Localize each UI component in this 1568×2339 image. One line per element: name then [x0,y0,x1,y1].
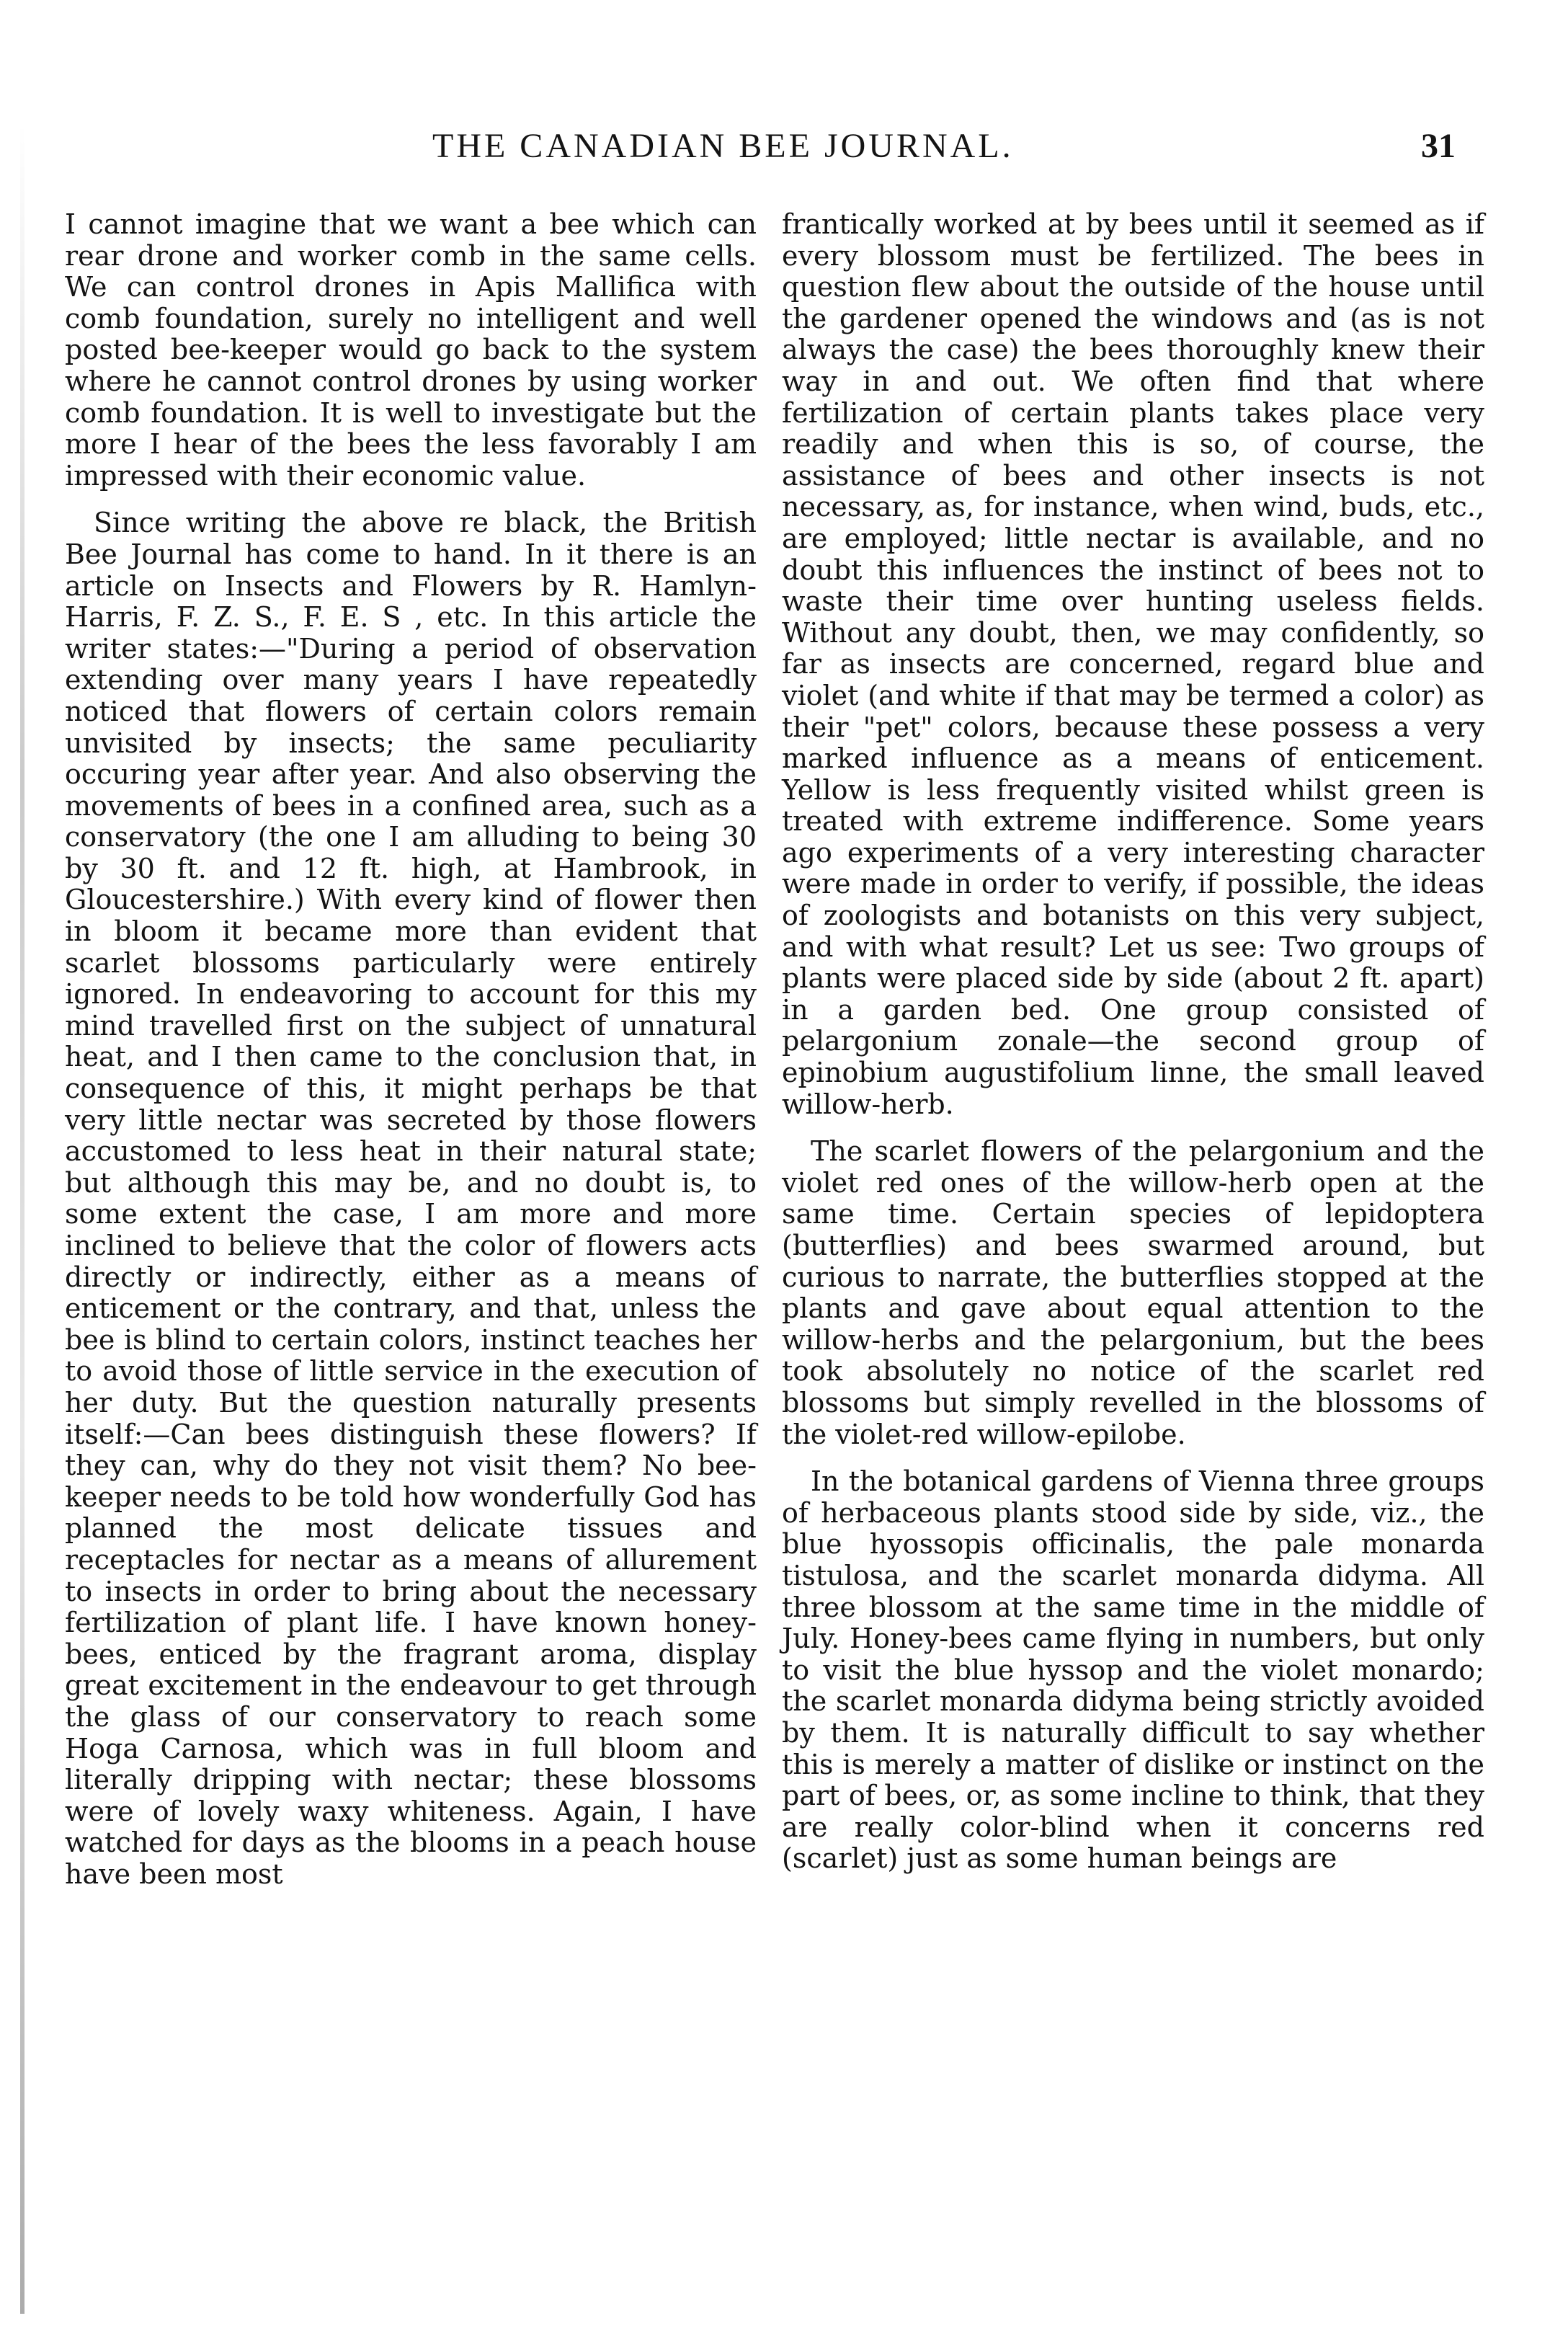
binding-edge-mark [20,123,24,2314]
paragraph: Since writing the above re black, the British Bee Journal has come to hand. In it there is an article on Insects and Flowers by R. Hamlyn-Harris, F. Z. S., F. E. S , etc. In this article the writer states:—"During a period of observation extending over many years I have repeatedly noticed that flowers of certain colors remain unvisited by insects; the same peculiarity occuring year after year. And also observing the movements of bees in a confined area, such as a conservatory (the one I am alluding to being 30 by 30 ft. and 12 ft. high, at Hambrook, in Gloucestershire.) With every kind of flower then in bloom it became more than evident that scarlet blossoms particularly were entirely ignored. In endeavoring to account for this my mind travelled first on the subject of unnatural heat, and I then came to the conclusion that, in consequence of this, it might perhaps be that very little nectar was secreted by those flowers accustomed to less heat in their natural state; but although this may be, and no doubt is, to some extent the case, I am more and more inclined to believe that the color of flowers acts directly or indirectly, either as a means of enticement or the contrary, and that, unless the bee is blind to certain colors, instinct teaches her to avoid those of little service in the execution of her duty. But the question naturally presents itself:—Can bees distinguish these flowers? If they can, why do they not visit them? No bee-keeper needs to be told how wonderfully God has planned the most delicate tissues and receptacles for nectar as a means of allurement to insects in order to bring about the necessary fertilization of plant life. I have known honey-bees, enticed by the fragrant aroma, display great excitement in the endeavour to get through the glass of our conservatory to reach some Hoga Carnosa, which was in full bloom and literally dripping with nectar; these blossoms were of lovely waxy whiteness. Again, I have watched for days as the blooms in a peach house have been most [65,507,757,1890]
right-column [782,209,1484,1875]
paragraph: The scarlet flowers of the pelargonium and the violet red ones of the willow-herb open at the same time. Certain species of lepidoptera (butterflies) and bees swarmed around, but curious to narrate, the butterflies stopped at the plants and gave about equal attention to the willow-herbs and the pelargonium, but the bees took absolutely no notice of the scarlet red blossoms but simply revelled in the blossoms of the violet-red willow-epilobe. [782,1135,1484,1450]
paragraph: frantically worked at by bees until it seemed as if every blossom must be fertilized. The bees in question flew about the outside of the house until the gardener opened the windows and (as is not always the case) the bees thoroughly knew their way in and out. We often find that where fertilization of certain plants takes place very readily and when this is so, of course, the assistance of bees and other insects is not necessary, as, for instance, when wind, buds, etc., are employed; little nectar is available, and no doubt this influences the instinct of bees not to waste their time over hunting useless fields. Without any doubt, then, we may confidently, so far as insects are concerned, regard blue and violet (and white if that may be termed a color) as their "pet" colors, because these possess a very marked influence as a means of enticement. Yellow is less frequently visited whilst green is treated with extreme indifference. Some years ago experiments of a very interesting character were made in order to verify, if possible, the ideas of zoologists and botanists on this very subject, and with what result? Let us see: Two groups of plants were placed side by side (about 2 ft. apart) in a garden bed. One group consisted of pelargonium zonale—the second group of epinobium augustifolium linne, the small leaved willow-herb. [782,208,1484,1120]
page-number: 31 [1421,127,1456,165]
left-column [65,209,757,1890]
journal-title: THE CANADIAN BEE JOURNAL. [432,127,1014,165]
paragraph: I cannot imagine that we want a bee which can rear drone and worker comb in the same cells. We can control drones in Apis Mallifica with comb foundation, surely no intelligent and well posted bee-keeper would go back to the system where he cannot control drones by using worker comb foundation. It is well to investigate but the more I hear of the bees the less favorably I am impressed with their economic value. [65,208,757,492]
paragraph: In the botanical gardens of Vienna three groups of herbaceous plants stood side by side, viz., the blue hyossopis officinalis, the pale monarda tistulosa, and the scarlet monarda didyma. All three blossom at the same time in the middle of July. Honey-bees came flying in numbers, but only to visit the blue hyssop and the violet monardo; the scarlet monarda didyma being strictly avoided by them. It is naturally difficult to say whether this is merely a matter of dislike or instinct on the part of bees, or, as some incline to think, that they are really color-blind when it concerns red (scarlet) just as some human beings are [782,1465,1484,1875]
running-header [432,126,1456,177]
